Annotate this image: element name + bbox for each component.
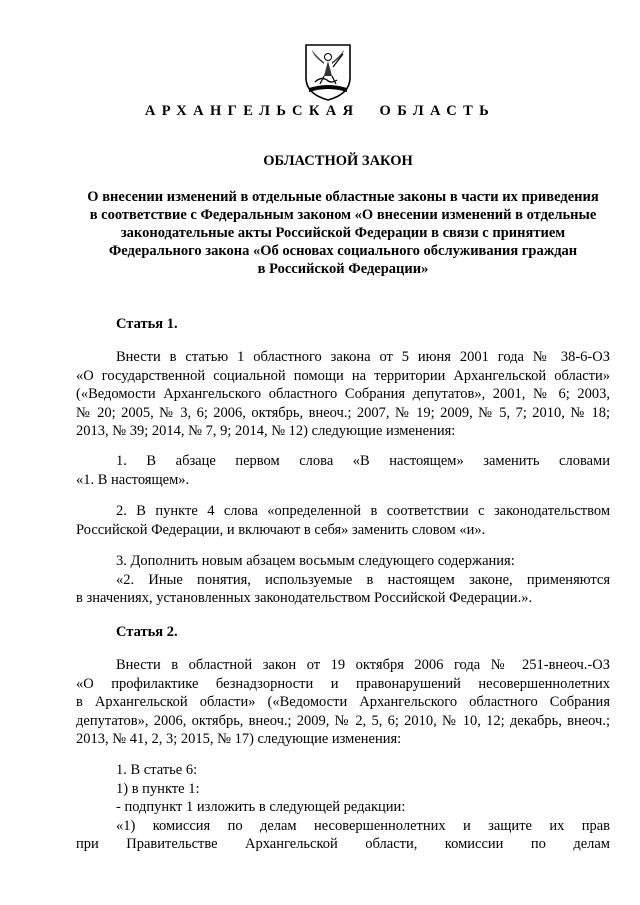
law-title-line: законодательные акты Российской Федерации в связи с принятием [120, 225, 566, 241]
law-title-line: в соответствие с Федеральным законом «О внесении изменений в отдельные [89, 207, 597, 223]
text-line: в значениях, установленных законодательством Российской Федерации.». [76, 590, 533, 607]
law-title-line: в Российской Федерации» [257, 261, 429, 277]
law-type: ОБЛАСТНОЙ ЗАКОН [263, 153, 413, 169]
article-1-item-1 [76, 452, 610, 489]
text-line: Российской Федерации, и включают в себя» заменить словом «и». [76, 521, 486, 538]
text-line: 2013, № 39; 2014, № 7, 9; 2014, № 12) следующие изменения: [76, 423, 456, 440]
text-line: в Архангельской области» («Ведомости Архангельского областного Собрания [76, 694, 610, 711]
text-line: «2. Иные понятия, используемые в настоящем законе, применяются [116, 571, 610, 588]
text-line: 2. В пункте 4 слова «определенной в соответствии с законодательством [116, 503, 610, 519]
text-line: «1) комиссия по делам несовершеннолетних и защите их прав [116, 817, 610, 834]
text-line: 1. В абзаце первом слова «В настоящем» заменить словами [116, 453, 610, 469]
article-2-heading: Статья 2. [116, 624, 178, 640]
text-line: 3. Дополнить новым абзацем восьмым следующего содержания: [116, 553, 515, 569]
article-1-item-2 [76, 502, 610, 539]
region-name: АРХАНГЕЛЬСКАЯ ОБЛАСТЬ [144, 103, 496, 119]
article-2-items [76, 761, 610, 854]
text-line: («Ведомости Архангельского областного Собрания депутатов», 2001, № 6; 2003, [76, 386, 610, 403]
text-line: «О государственной социальной помощи на территории Архангельской области» [76, 367, 610, 384]
text-line: «О профилактике безнадзорности и правонарушений несовершеннолетних [76, 675, 610, 692]
text-line: - подпункт 1 изложить в следующей редакции: [116, 799, 406, 816]
text-line: Внести в статью 1 областного закона от 5 июня 2001 года № 38-6-ОЗ [116, 349, 610, 365]
text-line: депутатов», 2006, октябрь, внеоч.; 2009, № 2, 5, 6; 2010, № 10, 12; декабрь, внеоч.; [76, 712, 610, 729]
text-line: Внести в областной закон от 19 октября 2006 года № 251-внеоч.-ОЗ [116, 657, 610, 673]
law-title-line: О внесении изменений в отдельные областные законы в части их приведения [87, 189, 599, 205]
article-1-intro [76, 348, 610, 441]
law-title [76, 188, 610, 278]
article-1-item-3 [76, 552, 610, 608]
law-title-line: Федерального закона «Об основах социального обслуживания граждан [108, 243, 578, 259]
text-line: 1. В статье 6: [116, 762, 198, 778]
text-line: 2013, № 41, 2, 3; 2015, № 17) следующие изменения: [76, 731, 402, 748]
article-2-intro [76, 656, 610, 749]
text-line: 1) в пункте 1: [116, 780, 200, 797]
text-line: № 20; 2005, № 3, 6; 2006, октябрь, внеоч.; 2007, № 19; 2009, № 5, 7; 2010, № 18; [76, 404, 610, 421]
text-line: при Правительстве Архангельской области, комиссии по делам [76, 836, 610, 853]
archangel-coat-of-arms-icon [303, 42, 353, 102]
text-line: «1. В настоящем». [76, 471, 190, 488]
article-1-heading: Статья 1. [116, 316, 178, 332]
